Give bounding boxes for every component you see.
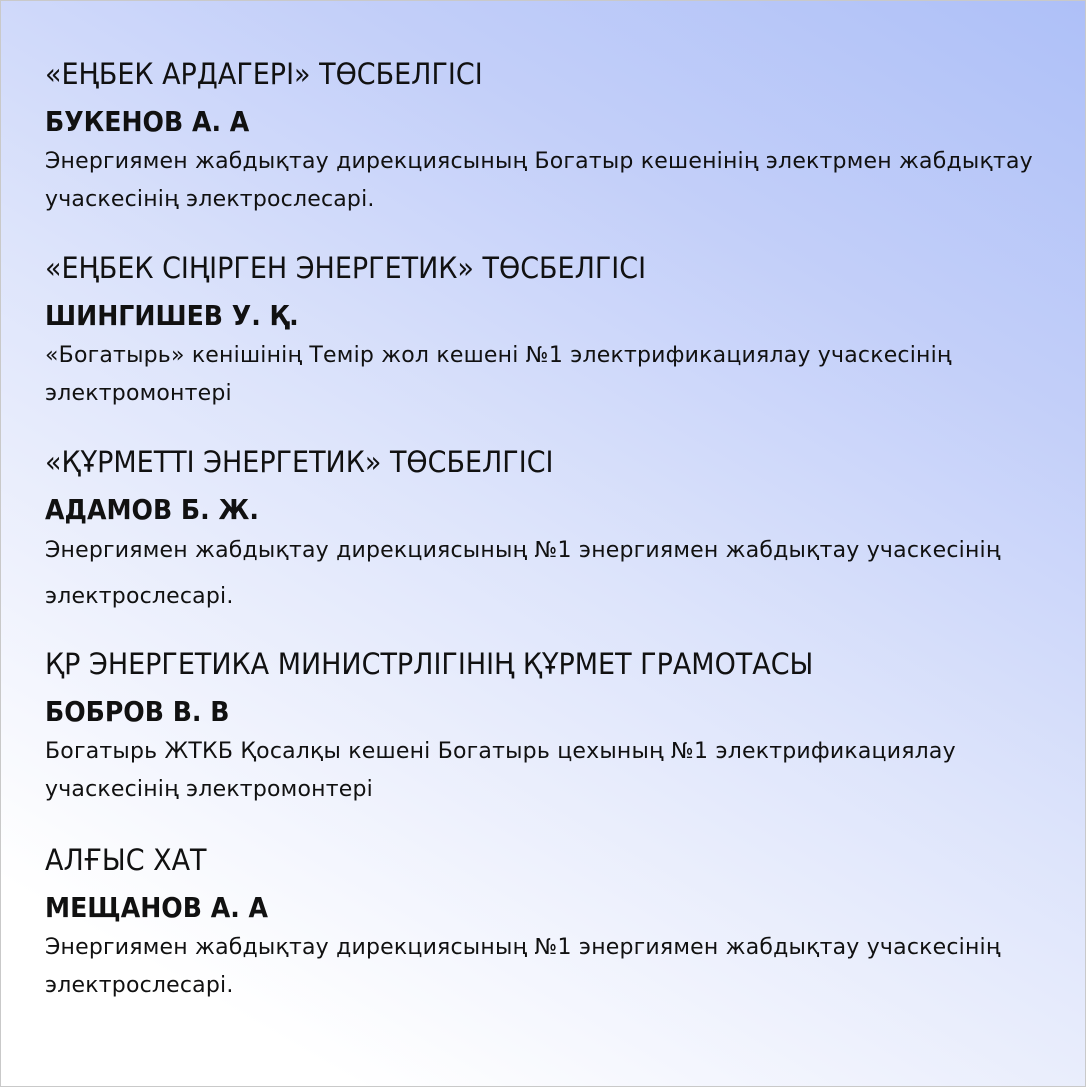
award-entry-veteran: [45, 56, 1081, 219]
award-entry-ministry-certificate: [45, 646, 1081, 809]
recipient-description: Энергиямен жабдықтау дирекциясының №1 энергиямен жабдықтау учаскесінің электрослесарі.: [45, 538, 1001, 609]
recipient-description: Энергиямен жабдықтау дирекциясының №1 энергиямен жабдықтау учаскесінің электрослесарі.: [45, 935, 1001, 998]
award-title: «ЕҢБЕК СІҢІРГЕН ЭНЕРГЕТИК» ТӨСБЕЛГІСІ: [45, 251, 647, 285]
recipient-name: МЕЩАНОВ А. А: [45, 891, 269, 924]
award-entry-letter-of-thanks: [45, 842, 1081, 1005]
recipient-description: «Богатырь» кенішінің Темір жол кешені №1 электрификациялау учаскесінің электромонтері: [45, 343, 952, 406]
award-title: «ҚҰРМЕТТІ ЭНЕРГЕТИК» ТӨСБЕЛГІСІ: [45, 445, 554, 479]
award-entry-honorary-energetic: [45, 444, 1081, 620]
award-title: АЛҒЫС ХАТ: [45, 843, 207, 877]
recipient-name: БОБРОВ В. В: [45, 695, 230, 728]
award-title: ҚР ЭНЕРГЕТИКА МИНИСТРЛІГІНІҢ ҚҰРМЕТ ГРАМОТАСЫ: [45, 647, 814, 681]
recipient-name: АДАМОВ Б. Ж.: [45, 493, 259, 526]
recipient-name: ШИНГИШЕВ У. Қ.: [45, 299, 299, 332]
recipient-name: БУКЕНОВ А. А: [45, 105, 250, 138]
award-title: «ЕҢБЕК АРДАГЕРІ» ТӨСБЕЛГІСІ: [45, 57, 483, 91]
recipient-description: Богатырь ЖТКБ Қосалқы кешені Богатырь цехының №1 электрификациялау учаскесінің электромонтері: [45, 739, 956, 802]
recipient-description: Энергиямен жабдықтау дирекциясының Богатыр кешенінің электрмен жабдықтау учаскесінің электрослесарі.: [45, 149, 1033, 212]
award-entry-honored-energetic: [45, 250, 1081, 413]
